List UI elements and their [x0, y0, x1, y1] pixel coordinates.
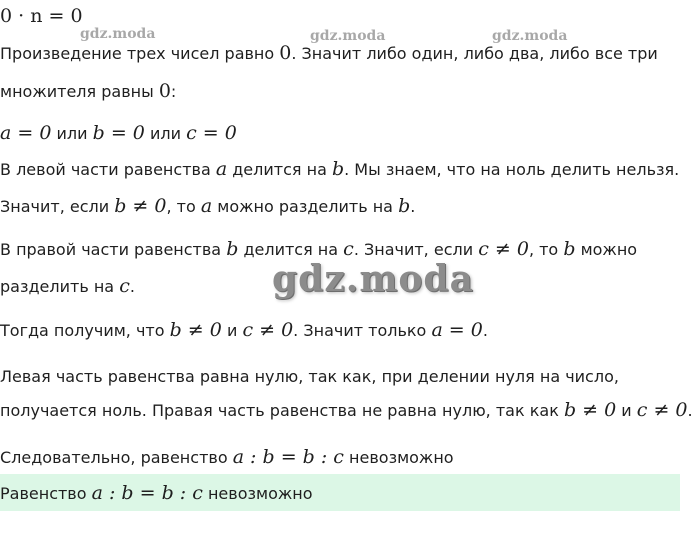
text: делится на: [227, 160, 332, 179]
math-c: c: [343, 238, 354, 260]
text: , то: [528, 240, 564, 259]
text: невозможно: [343, 448, 454, 467]
math-c-nonzero: c ≠ 0: [242, 319, 294, 341]
math-product: 0 · n = 0: [0, 5, 83, 27]
paragraph-product-line-2: [0, 79, 176, 104]
math-a: a: [200, 195, 213, 217]
math-c-nonzero: c ≠ 0: [478, 238, 529, 260]
text: и: [221, 321, 243, 340]
text: . Значит, если: [353, 240, 479, 259]
math-proportion: a : b = b : c: [232, 446, 344, 468]
text: . Мы знаем, что на ноль делить нельзя.: [344, 160, 680, 179]
paragraph-product-line-1: [0, 41, 658, 66]
text: .: [482, 321, 488, 340]
math-b-nonzero: b ≠ 0: [169, 319, 222, 341]
text: множителя равны: [0, 82, 159, 101]
text: :: [170, 82, 177, 101]
text: Значит, если: [0, 197, 115, 216]
paragraph-therefore: [0, 445, 454, 470]
text: или: [51, 124, 93, 143]
text: .: [410, 197, 416, 216]
text: Тогда получим, что: [0, 321, 170, 340]
math-b: b: [563, 238, 576, 260]
equation-cases: [0, 121, 237, 146]
text: Равенство: [0, 484, 92, 503]
paragraph-left-side-line-1: [0, 157, 679, 182]
watermark-large: gdz.moda: [272, 258, 474, 300]
text: .: [687, 401, 693, 420]
watermark-small-2: gdz.moda: [310, 28, 386, 44]
paragraph-right-side-line-1: [0, 237, 637, 262]
math-zero: 0: [279, 42, 292, 64]
paragraph-explanation-line-1: [0, 365, 619, 389]
text: В левой части равенства: [0, 160, 216, 179]
text: . Значит либо один, либо два, либо все три: [291, 44, 658, 63]
text: , то: [166, 197, 201, 216]
text: и: [616, 401, 637, 420]
text: делится на: [238, 240, 344, 259]
paragraph-conclusion-a: [0, 318, 488, 343]
text: Следовательно, равенство: [0, 448, 233, 467]
math-b-nonzero: b ≠ 0: [114, 195, 167, 217]
math-proportion: a : b = b : c: [91, 482, 203, 504]
math-b: b: [226, 238, 239, 260]
text: невозможно: [202, 484, 313, 503]
text: Произведение трех чисел равно: [0, 44, 280, 63]
math-c: c: [119, 275, 130, 297]
text: В правой части равенства: [0, 240, 227, 259]
math-a: a: [215, 158, 228, 180]
text: можно разделить на: [212, 197, 399, 216]
math-b: b: [398, 195, 411, 217]
math-c-nonzero: c ≠ 0: [636, 399, 688, 421]
answer-box: [0, 474, 680, 511]
watermark-small-1: gdz.moda: [80, 26, 156, 42]
paragraph-left-side-line-2: [0, 194, 415, 219]
math-a-zero: a = 0: [431, 319, 483, 341]
math-b: b: [331, 158, 345, 180]
math-b-zero: b = 0: [92, 122, 145, 144]
paragraph-right-side-line-2: [0, 274, 135, 299]
text: получается ноль. Правая часть равенства не равна нулю, так как: [0, 401, 564, 420]
answer-text: [0, 481, 313, 506]
paragraph-explanation-line-2: [0, 398, 693, 423]
math-a-zero: a = 0: [0, 122, 52, 144]
text: .: [129, 277, 135, 296]
equation-product-zero: [0, 4, 83, 29]
text: можно: [575, 240, 638, 259]
math-zero: 0: [158, 80, 171, 102]
text: или: [144, 124, 187, 143]
text: разделить на: [0, 277, 120, 296]
text: . Значит только: [293, 321, 432, 340]
math-b-nonzero: b ≠ 0: [563, 399, 617, 421]
watermark-small-3: gdz.moda: [492, 28, 568, 44]
text: Левая часть равенства равна нулю, так как, при делении нуля на число,: [0, 367, 619, 386]
math-c-zero: c = 0: [186, 122, 237, 144]
